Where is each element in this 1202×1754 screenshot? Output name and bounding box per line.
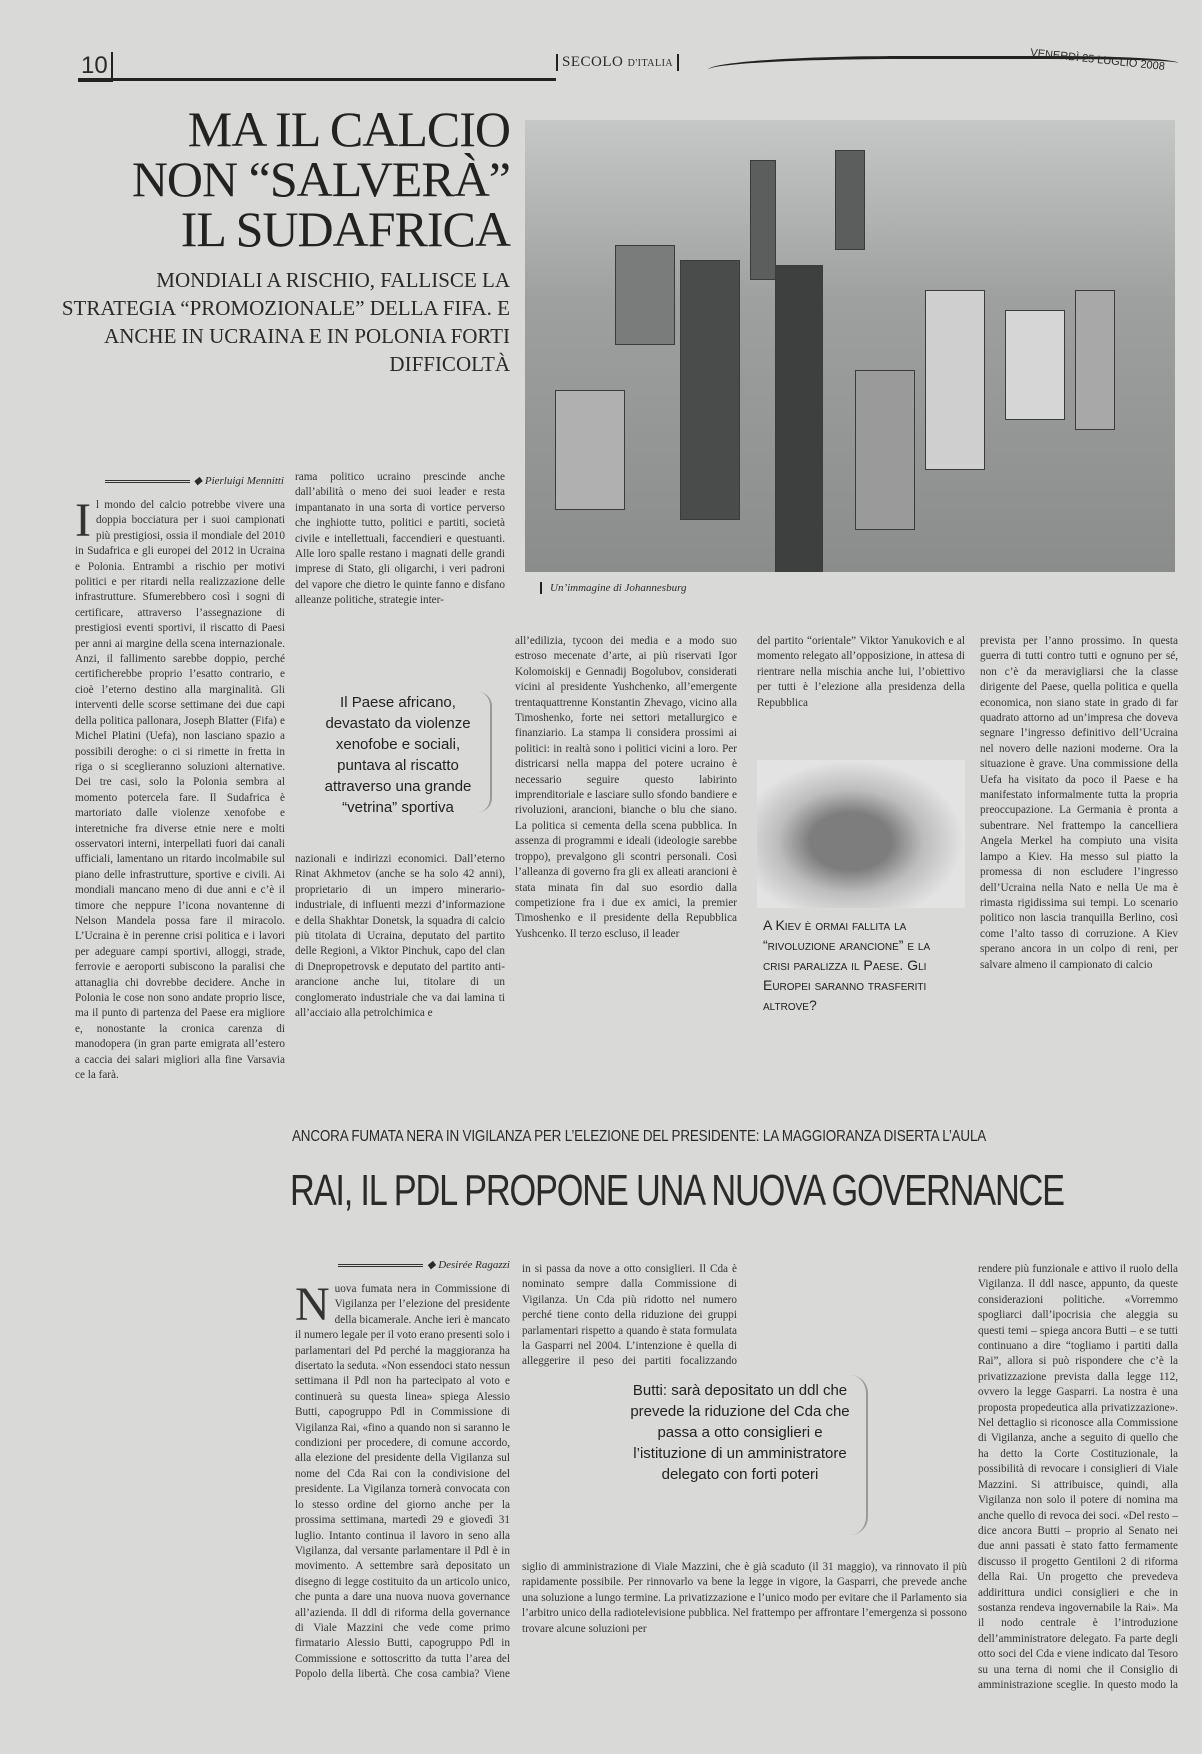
- masthead-name: SECOLO: [562, 54, 624, 70]
- quote-bracket: [850, 1375, 868, 1535]
- portrait-photo: [757, 760, 965, 908]
- byline: ◆ Pierluigi Mennitti: [72, 474, 284, 487]
- quote-bracket: [478, 692, 492, 812]
- drop-cap: N: [295, 1282, 330, 1331]
- article-subheadline: MONDIALI A RISCHIO, FALLISCE LA STRATEGIA “PROMOZIONALE” DELLA FIFA. E ANCHE IN UCRAINA E IN POLONIA FORTI DIFFICOLTÀ: [61, 268, 510, 376]
- photo-caption: Un’immagine di Johannesburg: [540, 582, 686, 594]
- article-column: [295, 1282, 510, 1682]
- article-column: prevista per l’anno prossimo. In questa guerra di tutti contro tutti e ognuno per sé, non c’è da meravigliarsi che la classe dirigente del Paese, quella politica e quella economica, non siano state in grado di far quadrato attorno ad un’impresa che doveva segnare l’ingresso definitivo dell’Ucraina nel novero delle nazioni moderne. Ora la situazione è grave. Una commissione della Uefa ha visitato da poco il Paese e ha manifestato informalmente tutta la propria preoccupazione. La Germania è pronta a subentrare. Nel frattempo la cancelliera Angela Merkel ha compiuto una visita lampo a Kiev. Ha messo sul piatto la promessa di non escludere l’ingresso dell’Ucraina nella Nato e nella Ue ma è rimasta rigidissima sui tempi. Lo scenario politico non lascia tranquilla Berlino, così come l’alto tasso di corruzione. A Kiev sperano ancora in un colpo di reni, per salvare almeno il campionato di calcio: [980, 635, 1178, 971]
- article-column: rama politico ucraino prescinde anche dall’abilità o meno dei suoi leader e resta impantanato in una sorta di vortice perverso che inghiotte tutto, politici e partiti, società civile e intellettuali, faccendieri e questuanti. Alle loro spalle restano i magnati delle grandi imprese di Stato, gli oligarchi, i veri padroni del vapore che dietro le quinte fanno e disfano alleanze politiche, strategie inter-: [295, 471, 505, 607]
- headline-line: MA IL CALCIO: [187, 101, 510, 157]
- article-headline: RAI, IL PDL PROPONE UNA NUOVA GOVERNANCE: [290, 1166, 1064, 1215]
- pull-quote: Il Paese africano, devastato da violenze xenofobe e sociali, puntava al riscatto attraverso una grande “vetrina” sportiva: [324, 694, 472, 816]
- headline-line: NON “SALVERÀ”: [131, 151, 510, 207]
- article-column: del partito “orientale” Viktor Yanukovich e al momento relegato all’opposizione, in attesa di rientrare nella mischia anche lui, l’obiettivo per tutti è l’elezione alla presidenza della Repubblica: [757, 635, 965, 709]
- issue-date: VENERDÌ 25 LUGLIO 2008: [1029, 46, 1166, 74]
- article-column: siglio di amministrazione di Viale Mazzini, che è già scaduto (il 31 maggio), va rinnovato il più rapidamente possibile. Per rinnovarlo va bene la legge in vigore, la Gasparri, che prevede anche una soluzione a lungo termine. La privatizzazione e l’unico modo per evitare che il Parlamento sia l’arbitro unico della radiotelevisione pubblica. Nel frattempo per affrontare l’emergenza si possono trovare alcune soluzioni per: [522, 1561, 967, 1635]
- drop-cap: I: [75, 498, 91, 547]
- column-text: l mondo del calcio potrebbe vivere una doppia bocciatura per i suoi campionati più prestigiosi, ossia il mondiale del 2010 in Sudafrica e gli europei del 2012 in Ucraina e Polonia. Entrambi a rischio per motivi politici e per ritardi nella realizzazione delle infrastrutture. Sfumerebbero così i sogni di certificare, attraverso l’assegnazione di prestigiosi eventi sportivi, il riscatto di Paesi per anni ai margine della scena internazionale. Anzi, il fallimento sarebbe doppio, perché certificherebbe proprio l’esatto contrario, e cioè l’eterno destino alla marginalità. Gli interventi delle scorse settimane dei due capi della politica pallonara, Joseph Blatter (Fifa) e Michel Platini (Uefa), non lasciano spazio a possibili deroghe: o ci si rimette in fretta in riga o si sceglieranno soluzioni alternative. Dei tre casi, solo la Polonia sembra al momento potercela fare. Il Sudafrica è martoriato dalle violenze xenofobe e interetniche fra diverse etnie nere e molti osservatori interni, interpellati fuori dai canali ufficiali, lamentano un ritardo incolmabile sul piano delle infrastrutture, sportive e civili. Ai mondiali mancano meno di due anni e c’è il timore che neppure l’icona novantenne di Nelson Mandela possa fare il miracolo. L’Ucraina è in perenne crisi politica e i lavori per adeguare campi sportivi, alloggi, strade, ferrovie e aeroporti subiscono la paralisi che attanaglia chi dovrebbe decidere. Anche in Polonia le cose non sono andate proprio lisce, ma il punto di partenza del Paese era migliore e, nonostante la cronica carenza di manodopera (in gran parte emigrata all’estero a caccia dei salari migliori alla fine Varsavia ce la farà.: [75, 499, 285, 1082]
- masthead-small: D'ITALIA: [627, 58, 674, 69]
- article-column: nazionali e indirizzi economici. Dall’eterno Rinat Akhmetov (anche se ha solo 42 anni), proprietario di un impero minerario-industriale, di influenti mezzi d’informazione e della Shakhtar Donetsk, la squadra di calcio più titolata di Ucraina, deputato del partito delle Regioni, a Viktor Pinchuk, capo del clan di Dnepropetrovsk e deputato del partito anti-arancione anche lui, titolare di un conglomerato industriale che va dai lamina ti all’acciaio alla petrolchimica e: [295, 853, 505, 1020]
- page-number: 10: [78, 52, 113, 82]
- johannesburg-photo: [525, 120, 1175, 572]
- headline-line: IL SUDAFRICA: [180, 201, 510, 257]
- article-kicker: ANCORA FUMATA NERA IN VIGILANZA PER L’ELEZIONE DEL PRESIDENTE: LA MAGGIORANZA DISERTA L’AULA: [292, 1128, 987, 1145]
- header-rule: [78, 78, 556, 81]
- article-column: [75, 498, 285, 1246]
- column-text: uova fumata nera in Commissione di Vigilanza per l’elezione del presidente della bicamerale. Anche ieri è mancato il numero legale per il voto erano presenti solo i parlamentari del Pd perché la maggioranza ha disertato la seduta. «Non essendoci stato nessun settimana il Pdl non ha partecipato al voto e continuerà su questa linea» spiega Alessio Butti, capogruppo Pdl in Commissione di Vigilanza Rai, «fino a quando non si saranno le condizioni per procedere, di comune accordo, alla elezione del presidente della Vigilanza sul nome del Cda Rai con la condivisione del presidente. La Vigilanza tornerà convocata con lo stesso ordine del giorno anche per la prossima settimana, martedì 29 e giovedì 31 luglio. Intanto continua il lavoro in seno alla Vigilanza, dal versante parlamentare il Pdl è in movimento. A settembre sarà depositato un disegno di legge costituito da un articolo unico, che punta a dare una nuova nuova governance all’azienda. Il ddl di riforma della governance di Viale Mazzini che vede come primo firmatario Alessio Butti, capogruppo Pdl in Commissione e sottoscritto da tutta l’area del Popolo della libertà. Che cosa cambia? Viene: [295, 1283, 510, 1681]
- article-column: in si passa da nove a otto consiglieri. Il Cda è nominato sempre dalla Commissione di Vigilanza. Un Cda più ridotto nel numero perché tiene conto della riduzione dei gruppi parlamentari rispetto a quando è stata formulata la Gasparri nel 2004. L’intenzione è quella di alleggerire il peso dei partiti focalizzando: [522, 1263, 737, 1368]
- byline: ◆ Desirée Ragazzi: [290, 1258, 510, 1271]
- article-headline: [90, 101, 510, 257]
- pull-quote: Butti: sarà depositato un ddl che prevede la riduzione del Cda che passa a otto consiglieri e l’istituzione di un amministratore delegato con forti poteri: [630, 1382, 850, 1483]
- masthead: [556, 54, 679, 71]
- article-column: all’edilizia, tycoon dei media e a modo suo estroso mecenate d’arte, ai più riservati Igor Kolomoiskij e Gennadij Bogolubov, considerati vicini al presidente Yushchenko, all’emergente trentaquattrenne Konstantin Zhevago, vicino alla Timoshenko, forte nei settori metallurgico e finanziario. La stampa li considera prossimi ai politici: in realtà sono i politici vicini a loro. Per districarsi nella mappa del potere ucraino è necessario seguire questo labirinto imprenditoriale e lasciare sullo sfondo bandiere e rivoluzioni, arancioni, bianche o blu che siano. La politica si cementa della scena pubblica. In assenza di programmi e ideali (ideologie sarebbe troppo), prevalgono gli scontri personali. Così l’alleanza di governo fra gli ex alleati arancioni è stata minata fin dal suo esordio dalla competizione fra i due ex amici, la premier Timoshenko e il presidente della Repubblica Yushcenko. Il terzo escluso, il leader: [515, 635, 737, 940]
- article-column: rendere più funzionale e attivo il ruolo della Vigilanza. Il ddl nasce, appunto, da queste considerazioni politiche. «Vorremmo spogliarci dall’ipocrisia che aleggia su questi temi – spiega ancora Butti – e se tutti continuano a dire “togliamo i partiti dalla Rai”, allora si può rispondere che c’è la privatizzazione prevista dalla legge 112, ovvero la legge Gasparri. La nostra è una proposta propedeutica alla privatizzazione». Nel dettaglio si riconosce alla Commissione di Vigilanza, anche a seguito di quello che ha detto la Corte Costituzionale, la possibilità di revocare i consiglieri di Viale Mazzini. Si attribuisce, quindi, alla Vigilanza non solo il potere di nomina ma anche quello di revoca dei soci. «Del resto – dice ancora Butti – proprio al Senato nei due anni passati è stato fatto fermamente discusso il progetto Gentiloni 2 di riforma della Rai. Un progetto che prevedeva addirittura undici consiglieri e che in sostanza rendeva ingovernabile la Rai». Ma il nodo centrale è l’introduzione dell’amministratore delegato. Fa parte degli otto soci del Cda e viene indicato dal Tesoro su una terna di nomi che il Consiglio di amministrazione sceglie. In questo modo la: [978, 1263, 1178, 1691]
- quote-box: A Kiev è ormai fallita la “rivoluzione arancione” e la crisi paralizza il Paese. Gli Europei saranno trasferiti altrove?: [763, 917, 931, 1013]
